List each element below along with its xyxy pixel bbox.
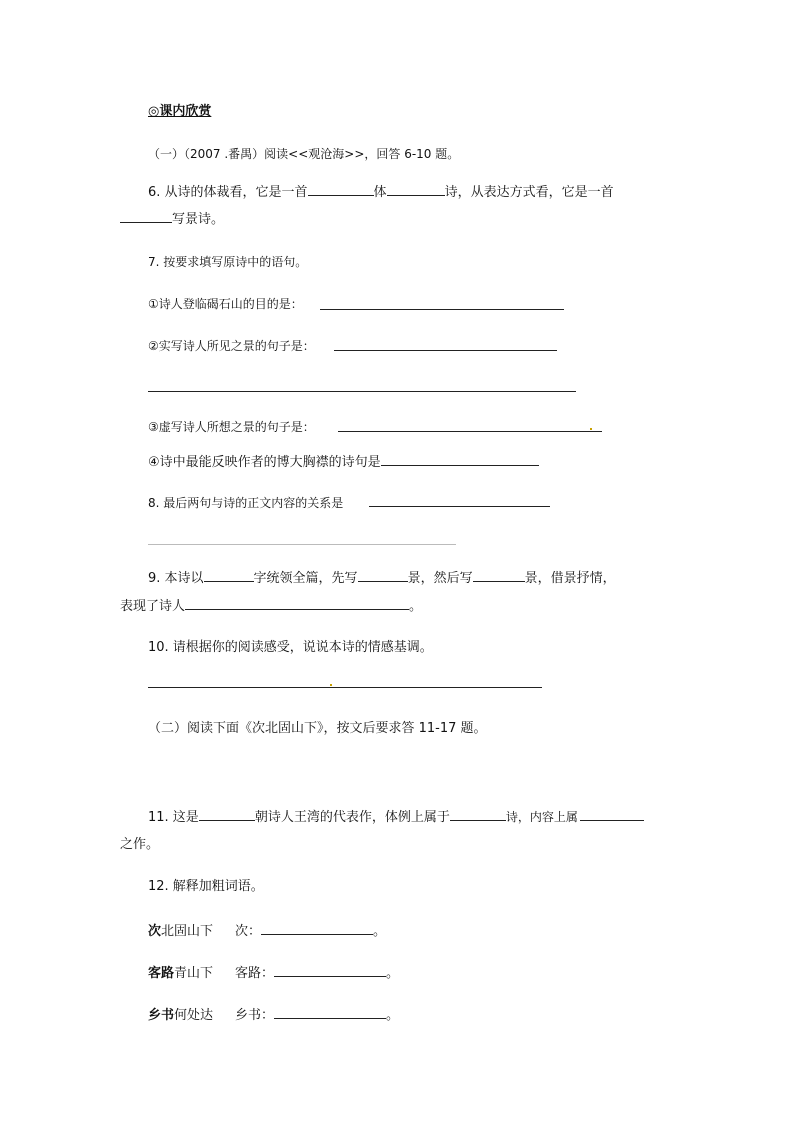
q11-blank-3[interactable] <box>580 806 644 821</box>
q6-blank-2[interactable] <box>387 181 445 196</box>
q12-row-3-end: 。 <box>386 1008 400 1023</box>
q7-item-1 <box>148 295 303 313</box>
question-9-line1 <box>148 567 616 588</box>
q11-text-b: 朝诗人王湾的代表作，体例上属于 <box>254 810 450 825</box>
part2-intro: （二）阅读下面《次北固山下》，按文后要求答 11-17 题。 <box>148 721 487 736</box>
question-12-prompt: 12. 解释加粗词语。 <box>148 879 264 894</box>
q11-blank-2[interactable] <box>450 806 506 821</box>
stray-mark-2 <box>330 684 332 686</box>
stray-mark <box>590 428 592 430</box>
part1-intro: （一）（2007 .番禺）阅读<<观沧海>>，回答 6-10 题。 <box>148 147 460 161</box>
q7-item-4-text: ④诗中最能反映作者的博大胸襟的诗句是 <box>148 455 381 470</box>
q11-text-c: 诗，内容上属 <box>505 810 578 824</box>
question-11-line2: 之作。 <box>120 837 160 852</box>
q8-text: 8. 最后两句与诗的正文内容的关系是 <box>148 496 344 510</box>
question-8-prompt <box>148 494 343 512</box>
q11-text-a: 11. 这是 <box>148 810 199 825</box>
q12-row-1-bold: 次 <box>148 924 162 939</box>
q12-row-3 <box>148 1004 399 1025</box>
q12-row-1-blank[interactable] <box>261 920 373 935</box>
q7-item-4-answer-line[interactable] <box>381 451 539 466</box>
q12-row-1 <box>148 920 386 941</box>
q12-row-2-rest: 青山下 <box>174 966 214 981</box>
question-6-line1 <box>148 181 614 202</box>
q7-item-2-text: ②实写诗人所见之景的句子是： <box>148 339 315 353</box>
q12-row-1-label: 次： <box>235 924 262 939</box>
question-11-line1 <box>148 806 644 827</box>
q12-row-3-bold: 乡书 <box>148 1008 175 1023</box>
q9-text-e: 表现了诗人 <box>120 599 186 614</box>
q7-item-3 <box>148 418 315 436</box>
q9-blank-4[interactable] <box>185 595 409 610</box>
q9-blank-1[interactable] <box>204 567 254 582</box>
q9-text-d: 景，借景抒情， <box>524 571 616 586</box>
q7-item-3-answer-line[interactable] <box>338 431 602 432</box>
q7-item-4 <box>148 451 539 472</box>
q10-answer-line[interactable] <box>148 687 542 688</box>
q7-item-1-answer-line[interactable] <box>320 309 564 310</box>
question-10-prompt: 10. 请根据你的阅读感受，说说本诗的情感基调。 <box>148 640 433 655</box>
q12-row-1-end: 。 <box>373 924 387 939</box>
q6-text-a: 6. 从诗的体裁看，它是一首 <box>148 185 308 200</box>
q6-blank-3[interactable] <box>120 208 172 223</box>
q12-row-3-label: 乡书： <box>235 1008 275 1023</box>
q7-item-2 <box>148 337 315 355</box>
q8-answer-line-2[interactable] <box>148 544 456 545</box>
q8-answer-line[interactable] <box>369 506 550 507</box>
q12-row-2-label: 客路： <box>235 966 275 981</box>
q12-row-2-bold: 客路 <box>148 966 175 981</box>
q9-text-c: 景，然后写 <box>407 571 473 586</box>
question-6-line2 <box>120 208 224 229</box>
q11-blank-1[interactable] <box>199 806 255 821</box>
q6-text-b: 体 <box>373 185 387 200</box>
q12-row-1-rest: 北固山下 <box>161 924 214 939</box>
q7-item-3-text: ③虚写诗人所想之景的句子是： <box>148 420 315 434</box>
section-heading: ◎课内欣赏 <box>148 104 212 119</box>
q9-text-b: 字统领全篇，先写 <box>253 571 358 586</box>
question-9-line2 <box>120 595 422 616</box>
q12-row-3-rest: 何处达 <box>174 1008 214 1023</box>
q7-item-1-text: ①诗人登临碣石山的目的是： <box>148 297 303 311</box>
q12-row-2-end: 。 <box>386 966 400 981</box>
question-7-prompt: 7. 按要求填写原诗中的语句。 <box>148 255 308 269</box>
q7-item-2-answer-line[interactable] <box>334 350 557 351</box>
q6-blank-1[interactable] <box>308 181 374 196</box>
q9-blank-3[interactable] <box>473 567 525 582</box>
q9-text-a: 9. 本诗以 <box>148 571 204 586</box>
q6-text-c: 诗，从表达方式看，它是一首 <box>444 185 614 200</box>
q6-text-d: 写景诗。 <box>172 212 225 227</box>
q9-blank-2[interactable] <box>358 567 408 582</box>
q12-row-3-blank[interactable] <box>274 1004 386 1019</box>
q7-item-2-answer-line-2[interactable] <box>148 391 576 392</box>
q9-text-f: 。 <box>409 599 423 614</box>
q12-row-2 <box>148 962 399 983</box>
q12-row-2-blank[interactable] <box>274 962 386 977</box>
